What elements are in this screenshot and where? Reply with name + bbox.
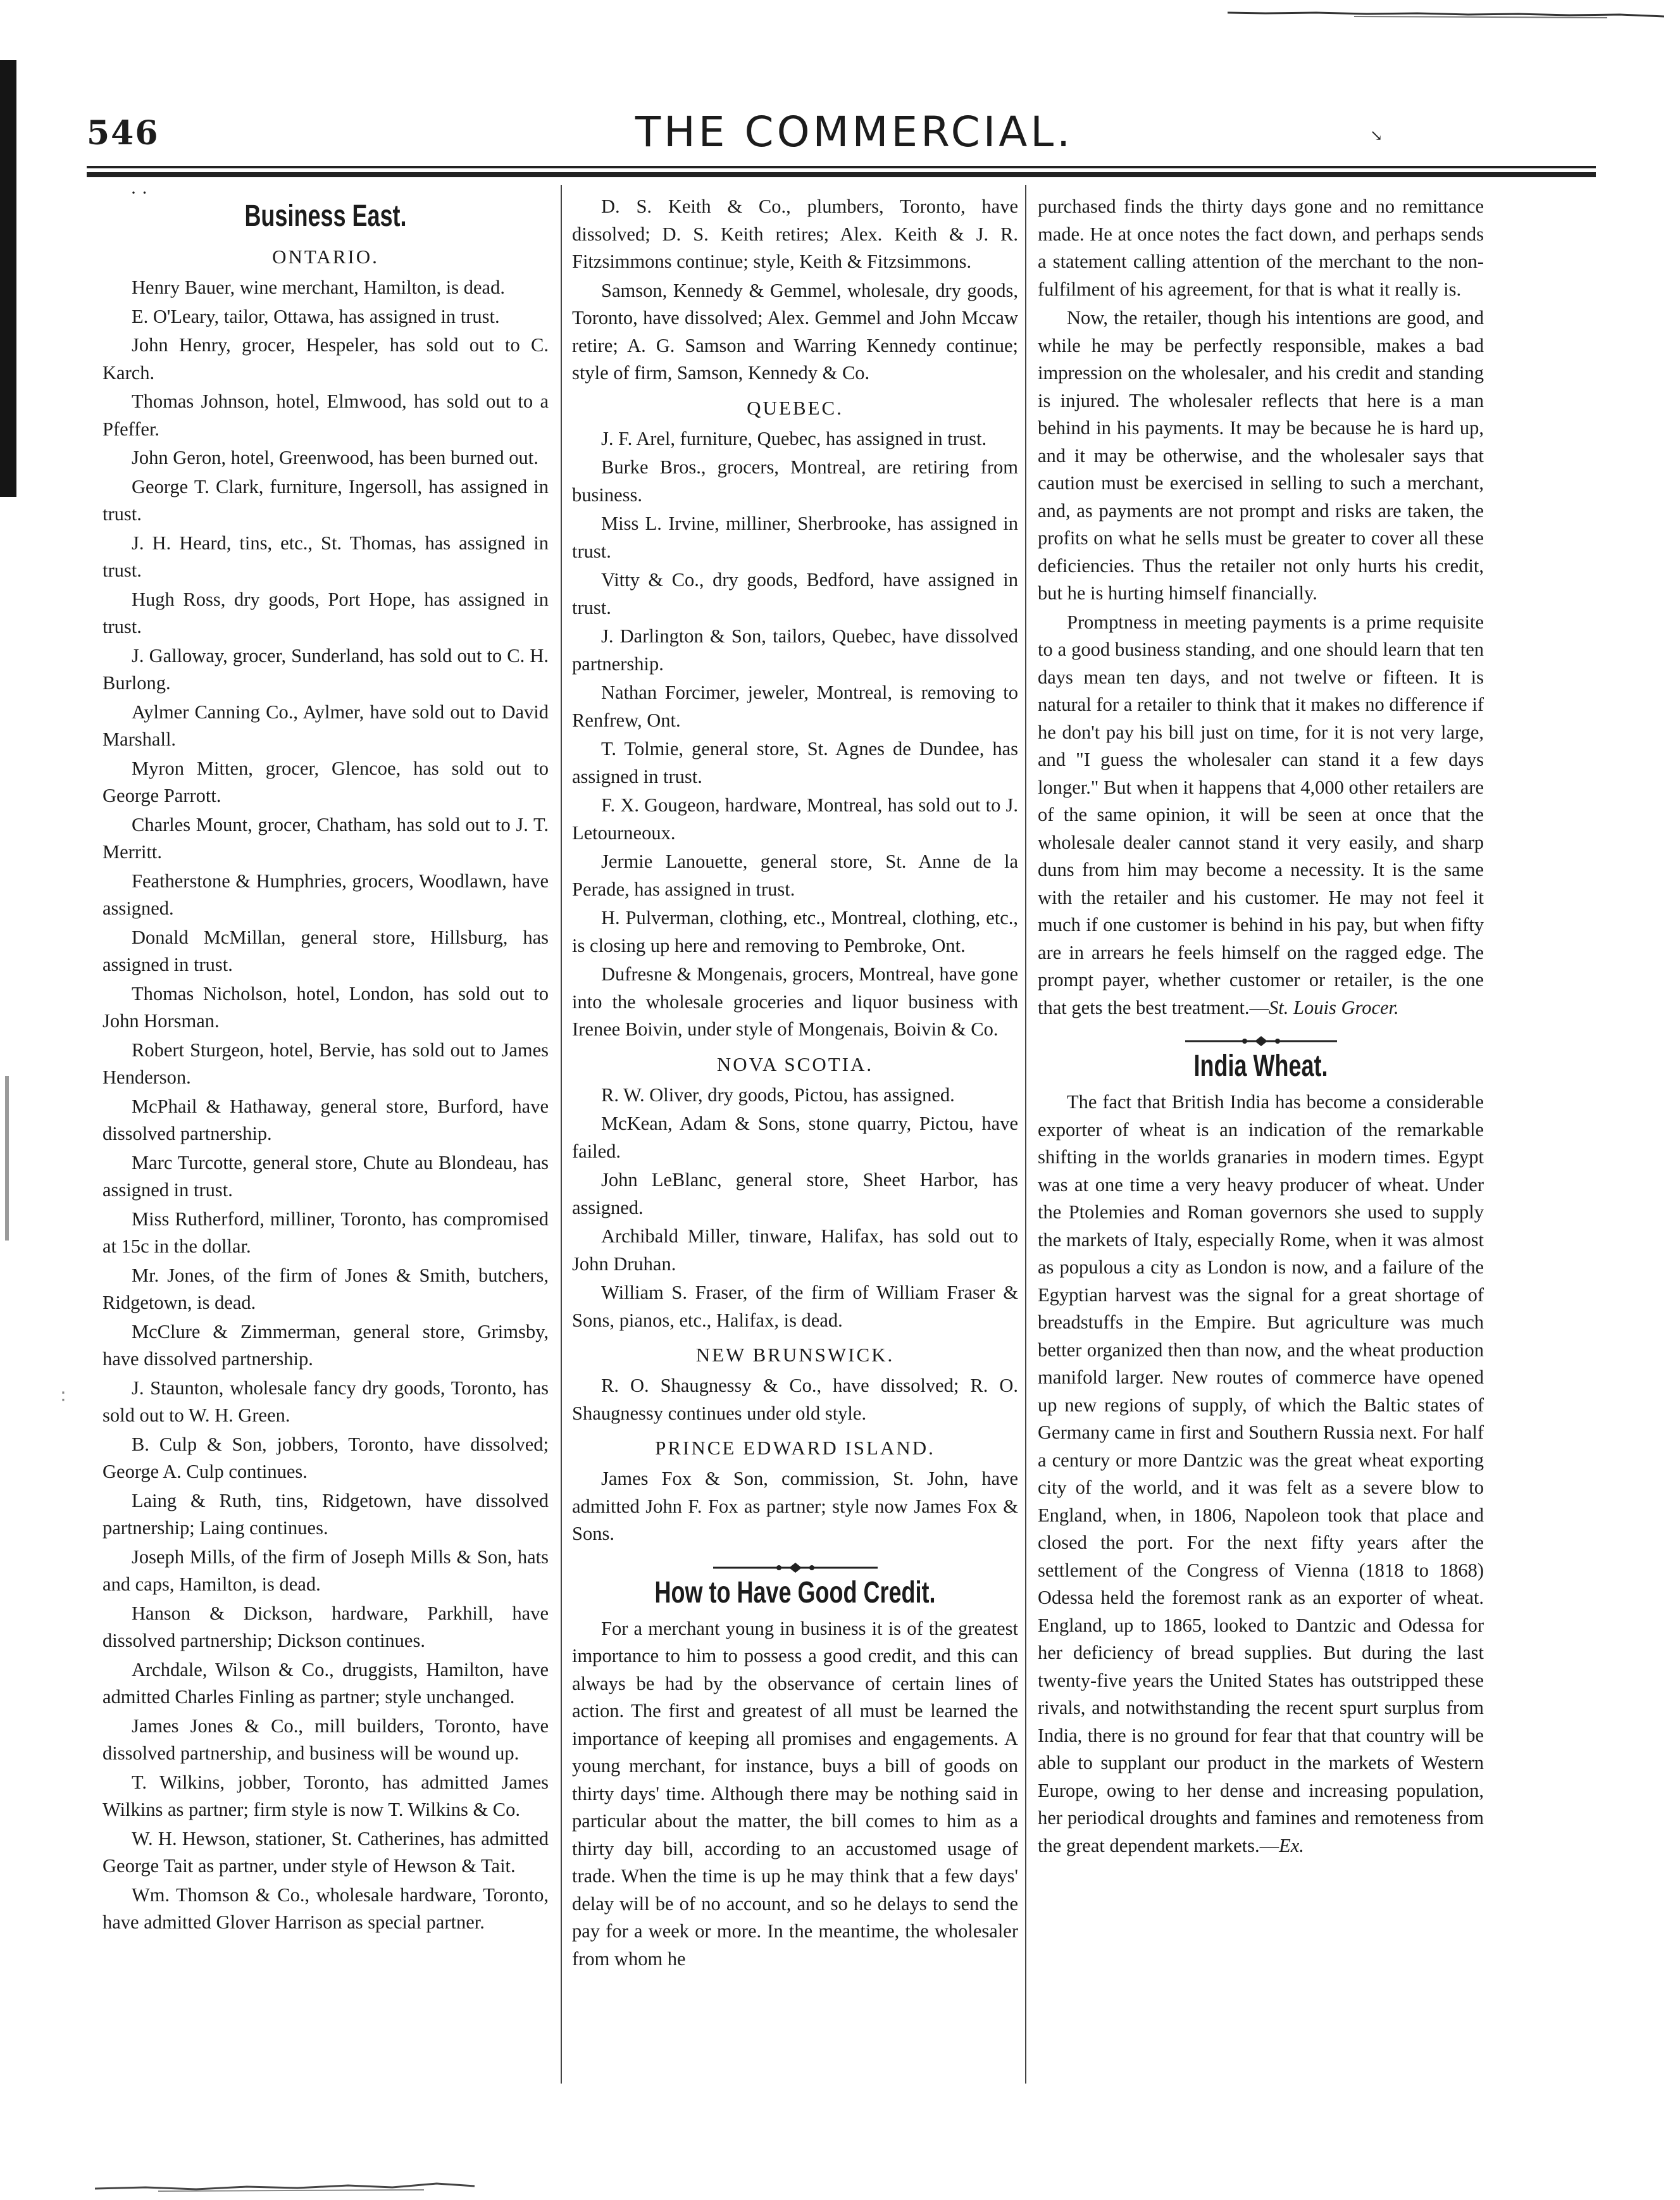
article-source: St. Louis Grocer. [1269, 996, 1399, 1018]
paragraph-text: Promptness in meeting payments is a prime requisite to a good business standing, and one should learn that ten days mean ten days, and not twelve or fifteen. It is natural for a retailer to think that it makes no difference if he don't pay his bill just on time, for it is not very large, and "I guess the wholesaler can stand it a few days longer." But when it happens that 4,000 other retailers are of the same opinion, it will be seen at once that the wholesale dealer cannot stand it very easily, and sharp duns from him may become a necessity. It is the same with the retailer and his customer. He may not feel it much if one customer is behind in his pay, but when fifty are in arrears he feels himself on the ragged edge. The prompt payer, whether customer or retailer, is the one that gets the best treatment. [1038, 611, 1484, 1018]
list-item: J. Darlington & Son, tailors, Quebec, have dissolved partnership. [572, 625, 1018, 675]
list-item: James Jones & Co., mill builders, Toronto, have dissolved partnership, and business will be wound up. [103, 1715, 549, 1764]
list-item: E. O'Leary, tailor, Ottawa, has assigned in trust. [132, 305, 500, 327]
section-label-ontario: ONTARIO. [272, 246, 379, 268]
section-ornament [1038, 1028, 1484, 1042]
list-item: Marc Turcotte, general store, Chute au Blondeau, has assigned in trust. [103, 1151, 549, 1201]
list-item: W. H. Hewson, stationer, St. Catherines, has admitted George Tait as partner, under style of Hewson & Tait. [103, 1827, 549, 1877]
list-item: Hugh Ross, dry goods, Port Hope, has assigned in trust. [103, 588, 549, 637]
paragraph-text: The fact that British India has become a considerable exporter of wheat is an indication of the remarkable shifting in the worlds granaries in modern times. Egypt was at one time a very heavy producer of wheat. Under the Ptolemies and Roman governors she used to supply the markets of Italy, especially Rome, when it was almost as populous a city as London is now, and a failure of the Egyptian harvest was the signal for a great shortage of breadstuffs in the Empire. But agriculture was much better organized then than now, and the wheat production manifold larger. New routes of commerce have opened up new regions of supply, of which the Baltic states of Germany came in first and Southern Russia next. For half a century or more Dantzic was the great wheat exporting city of the world, and it was felt as a severe blow to England, when, in 1806, Napoleon took that place and closed the port. For the next fifty years after the settlement of the Congress of Vienna (1818 to 1868) Odessa held the foremost rank as an exporter of wheat. England, up to 1865, looked to Dantzic and Odessa for her deficiency of bread supplies. But during the last twenty-five years the United States has outstripped these rivals, and notwithstanding the recent spurt surplus from India, there is no ground for fear that that country will be able to supplant our product in the markets of Western Europe, owing to her dense and increasing population, her periodical droughts and famines and remoteness from the great dependent markets. [1038, 1091, 1484, 1856]
margin-mark: ↘ [1370, 128, 1383, 144]
list-item: Archdale, Wilson & Co., druggists, Hamilton, have admitted Charles Finling as partner; style unchanged. [103, 1658, 549, 1708]
paragraph: The fact that British India has become a considerable exporter of wheat is an indication of the remarkable shifting in the worlds granaries in modern times. Egypt was at one time a very heavy producer of wheat. Under the Ptolemies and Roman governors she used to supply the markets of Italy, especially Rome, when it was almost as populous a city as London is now, and a failure of the Egyptian harvest was the signal for a great shortage of breadstuffs in the Empire. But agriculture was much better organized then than now, and the wheat production manifold larger. New routes of commerce have opened up new regions of supply, of which the Baltic states of Germany came in first and Southern Russia next. For half a century or more Dantzic was the great wheat exporting city of the world, and it was felt as a severe blow to England, when, in 1806, Napoleon took that place and closed the port. For the next fifty years after the settlement of the Congress of Vienna (1818 to 1868) Odessa held the foremost rank as an exporter of wheat. England, up to 1865, looked to Dantzic and Odessa for her deficiency of bread supplies. But during the last twenty-five years the United States has outstripped these rivals, and notwithstanding the recent spurt surplus from India, there is no ground for fear that that country will be able to supplant our product in the markets of Western Europe, owing to her dense and increasing population, her periodical droughts and famines and remoteness from the great dependent markets.—Ex. [1038, 1091, 1484, 1856]
list-item: T. Wilkins, jobber, Toronto, has admitted James Wilkins as partner; firm style is now T. Wilkins & Co. [103, 1771, 549, 1820]
bottom-scan-mark [95, 2177, 487, 2194]
column-2 [572, 193, 1018, 1974]
list-item: James Fox & Son, commission, St. John, have admitted John F. Fox as partner; style now James Fox & Sons. [572, 1468, 1018, 1544]
list-item: Thomas Johnson, hotel, Elmwood, has sold out to a Pfeffer. [103, 391, 549, 440]
list-item: Joseph Mills, of the firm of Joseph Mills & Son, hats and caps, Hamilton, is dead. [103, 1546, 549, 1595]
list-item: T. Tolmie, general store, St. Agnes de Dundee, has assigned in trust. [572, 738, 1018, 787]
paragraph: Promptness in meeting payments is a prime requisite to a good business standing, and one should learn that ten days mean ten days, and not twelve or fifteen. It is natural for a retailer to think that it makes no difference if he don't pay his bill just on time, for it is not very large, and "I guess the wholesaler can stand it a few days longer." But when it happens that 4,000 other retailers are of the same opinion, it will be seen at once that the wholesale dealer cannot stand it very easily, and sharp duns from him may become a necessity. It is the same with the retailer and his customer. He may not feel it much if one customer is behind in his pay, but when fifty are in arrears he feels himself on the ragged edge. The prompt payer, whether customer or retailer, is the one that gets the best treatment.—St. Louis Grocer. [1038, 611, 1484, 1018]
list-item: R. O. Shaugnessy & Co., have dissolved; R. O. Shaugnessy continues under old style. [572, 1375, 1018, 1424]
article-source: Ex. [1279, 1834, 1304, 1856]
list-item: F. X. Gougeon, hardware, Montreal, has sold out to J. Letourneoux. [572, 794, 1018, 844]
article-title-good-credit: How to Have Good Credit. [654, 1575, 936, 1609]
list-item: R. W. Oliver, dry goods, Pictou, has assigned. [601, 1084, 955, 1106]
top-scan-mark [1228, 9, 1664, 19]
article-title-business-east: Business East. [244, 199, 407, 233]
list-item: Samson, Kennedy & Gemmel, wholesale, dry goods, Toronto, have dissolved; Alex. Gemmel and John Mccaw retire; A. G. Samson and Warring Kennedy continue; style of firm, Samson, Kennedy & Co. [572, 279, 1018, 384]
list-item: Burke Bros., grocers, Montreal, are retiring from business. [572, 456, 1018, 506]
list-item: Henry Bauer, wine merchant, Hamilton, is dead. [132, 277, 505, 298]
paragraph: Now, the retailer, though his intentions are good, and while he may be perfectly responsible, makes a bad impression on the wholesaler, and his credit and standing is injured. The wholesaler reflects that here is a man behind in his payments. It may be because he is hard up, and it may be otherwise, and the wholesaler says that caution must be exercised in selling to such a merchant, and, as payments are not prompt and risks are taken, the profits on what he sells must be greater to cover all these deficiencies. Thus the retailer not only hurts his credit, but he is hurting himself financially. [1038, 307, 1484, 604]
list-item: George T. Clark, furniture, Ingersoll, has assigned in trust. [103, 475, 549, 525]
list-item: McClure & Zimmerman, general store, Grimsby, have dissolved partnership. [103, 1320, 549, 1370]
list-item: Charles Mount, grocer, Chatham, has sold out to J. T. Merritt. [103, 813, 549, 863]
scan-edge-mark [5, 1076, 9, 1241]
paragraph: purchased finds the thirty days gone and no remittance made. He at once notes the fact down, and perhaps sends a statement calling attention of the merchant to the non-fulfilment of his agreement, for that is what it really is. [1038, 196, 1484, 300]
list-item: Featherstone & Humphries, grocers, Woodlawn, have assigned. [103, 870, 549, 919]
article-title-india-wheat: India Wheat. [1193, 1049, 1328, 1083]
column-3 [1038, 193, 1484, 1861]
list-item: J. H. Heard, tins, etc., St. Thomas, has assigned in trust. [103, 532, 549, 581]
list-item: B. Culp & Son, jobbers, Toronto, have dissolved; George A. Culp continues. [103, 1433, 549, 1482]
list-item: Nathan Forcimer, jeweler, Montreal, is removing to Renfrew, Ont. [572, 682, 1018, 731]
list-item: H. Pulverman, clothing, etc., Montreal, clothing, etc., is closing up here and removing to Pembroke, Ont. [572, 907, 1018, 956]
list-item: Dufresne & Mongenais, grocers, Montreal, have gone into the wholesale groceries and liquor business with Irenee Boivin, under style of Mongenais, Boivin & Co. [572, 963, 1018, 1040]
list-item: McPhail & Hathaway, general store, Burford, have dissolved partnership. [103, 1095, 549, 1144]
column-divider [561, 185, 562, 2084]
list-item: Miss L. Irvine, milliner, Sherbrooke, has assigned in trust. [572, 513, 1018, 562]
list-item: Hanson & Dickson, hardware, Parkhill, have dissolved partnership; Dickson continues. [103, 1602, 549, 1651]
list-item: William S. Fraser, of the firm of William Fraser & Sons, pianos, etc., Halifax, is dead. [572, 1282, 1018, 1331]
paragraph: For a merchant young in business it is of the greatest importance to him to possess a good credit, and this can always be had by the observance of certain lines of action. The first and greatest of all must be learned the importance of keeping all promises and engagements. A young merchant, for instance, buys a bill of goods on thirty days' time. Although there may be nothing said in particular about the matter, the bill comes to him as a thirty day bill, according to an accustomed usage of trade. When the time is up he may think that a few days' delay will be of no account, and so he delays to send the pay for a week or more. In the meantime, the wholesaler from whom he [572, 1617, 1018, 1970]
section-label-nova-scotia: NOVA SCOTIA. [716, 1053, 874, 1075]
list-item: Archibald Miller, tinware, Halifax, has sold out to John Druhan. [572, 1225, 1018, 1275]
list-item: Wm. Thomson & Co., wholesale hardware, Toronto, have admitted Glover Harrison as special partner. [103, 1884, 549, 1933]
list-item: J. Staunton, wholesale fancy dry goods, Toronto, has sold out to W. H. Green. [103, 1377, 549, 1426]
section-label-quebec: QUEBEC. [747, 396, 843, 419]
list-item: Myron Mitten, grocer, Glencoe, has sold out to George Parrott. [103, 757, 549, 806]
list-item: Thomas Nicholson, hotel, London, has sold out to John Horsman. [103, 982, 549, 1032]
section-label-new-brunswick: NEW BRUNSWICK. [695, 1344, 895, 1366]
section-ornament [572, 1554, 1018, 1568]
list-item: John Henry, grocer, Hespeler, has sold out to C. Karch. [103, 334, 549, 384]
margin-smudge: ∶ [61, 1387, 66, 1408]
list-item: Mr. Jones, of the firm of Jones & Smith, butchers, Ridgetown, is dead. [103, 1264, 549, 1313]
page-number: 546 [87, 114, 159, 153]
list-item: Jermie Lanouette, general store, St. Anne de la Perade, has assigned in trust. [572, 851, 1018, 900]
list-item: John Geron, hotel, Greenwood, has been burned out. [132, 447, 538, 468]
newspaper-title: THE COMMERCIAL. [635, 108, 1074, 156]
column-1 [103, 193, 549, 1938]
list-item: Robert Sturgeon, hotel, Bervie, has sold out to James Henderson. [103, 1039, 549, 1088]
list-item: Laing & Ruth, tins, Ridgetown, have dissolved partnership; Laing continues. [103, 1489, 549, 1539]
corner-marks: · · [130, 182, 148, 203]
list-item: Aylmer Canning Co., Aylmer, have sold out to David Marshall. [103, 701, 549, 750]
list-item: Donald McMillan, general store, Hillsburg, has assigned in trust. [103, 926, 549, 975]
list-item: Miss Rutherford, milliner, Toronto, has compromised at 15c in the dollar. [103, 1208, 549, 1257]
column-divider [1025, 185, 1026, 2084]
section-label-prince-edward-island: PRINCE EDWARD ISLAND. [655, 1437, 935, 1459]
list-item: John LeBlanc, general store, Sheet Harbor, has assigned. [572, 1169, 1018, 1218]
list-item: D. S. Keith & Co., plumbers, Toronto, have dissolved; D. S. Keith retires; Alex. Keith & J. R. Fitzsimmons continue; style, Keith & Fitzsimmons. [572, 196, 1018, 272]
list-item: McKean, Adam & Sons, stone quarry, Pictou, have failed. [572, 1113, 1018, 1162]
header-rule-thin [87, 166, 1596, 168]
header-rule-thick [87, 172, 1596, 177]
list-item: J. Galloway, grocer, Sunderland, has sold out to C. H. Burlong. [103, 644, 549, 694]
list-item: Vitty & Co., dry goods, Bedford, have assigned in trust. [572, 569, 1018, 618]
scan-edge-shadow [0, 60, 16, 497]
list-item: J. F. Arel, furniture, Quebec, has assigned in trust. [601, 427, 987, 449]
